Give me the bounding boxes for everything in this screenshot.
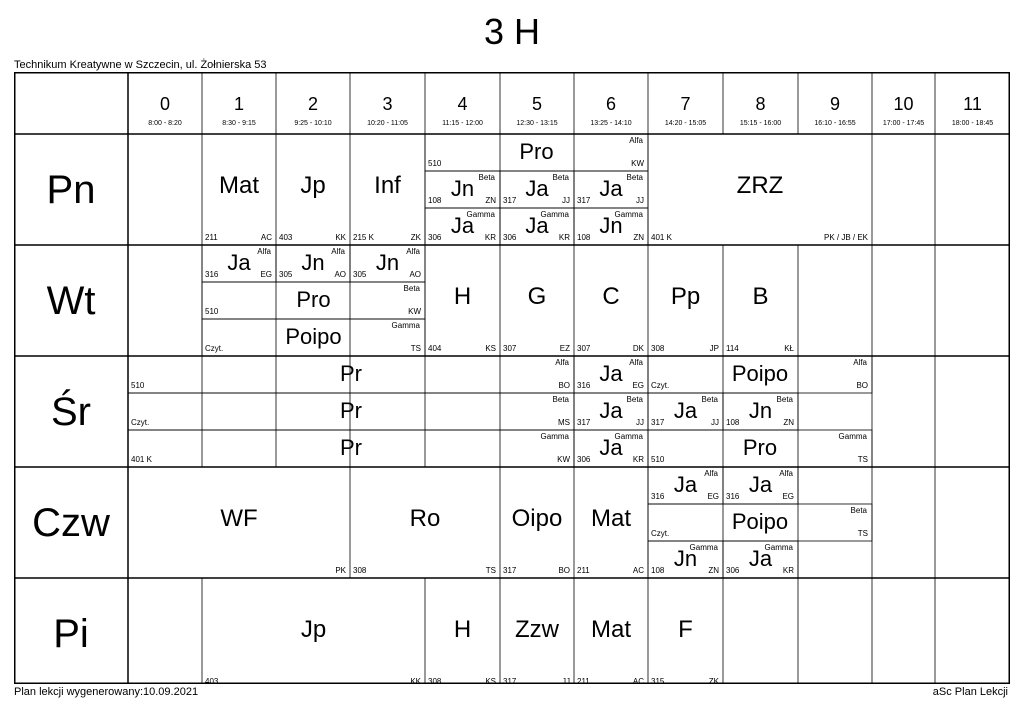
lesson-subject: H <box>453 282 472 310</box>
lesson-ja[interactable] <box>648 393 723 430</box>
lesson-teacher: JJ <box>636 196 644 205</box>
generated-date: Plan lekcji wygenerowany:10.09.2021 <box>14 686 199 698</box>
lesson-group: Gamma <box>764 543 793 552</box>
lesson-jn[interactable] <box>425 171 500 208</box>
lesson-teacher: EG <box>632 381 644 390</box>
lesson-teacher: AO <box>409 270 421 279</box>
lesson-room: 108 <box>651 566 665 575</box>
lesson-room: 307 <box>503 344 517 353</box>
lesson-c[interactable] <box>574 245 648 356</box>
lesson-teacher: JP <box>709 344 719 353</box>
lesson-room: 317 <box>503 677 517 686</box>
lesson-room: 306 <box>428 233 442 242</box>
lesson-subject: Ja <box>673 397 698 423</box>
lesson-room: 215 K <box>353 233 374 242</box>
lesson-subject: Poipo <box>285 323 342 349</box>
lesson-room: 211 <box>577 677 590 686</box>
lesson-subject: Pro <box>296 286 331 312</box>
period-8 <box>723 94 798 128</box>
lesson-group: Beta <box>626 395 643 404</box>
lesson-wf[interactable] <box>128 467 350 578</box>
lesson-teacher: KK <box>410 677 421 686</box>
lesson-pp[interactable] <box>648 245 723 356</box>
lesson-pr[interactable] <box>128 393 574 430</box>
lesson-inf[interactable] <box>350 134 425 245</box>
day-label: Czw <box>32 500 110 545</box>
lesson-subject: Pr <box>340 434 362 460</box>
lesson-teacher: EG <box>260 270 272 279</box>
period-number: 2 <box>307 94 318 114</box>
lesson-group: Gamma <box>540 432 569 441</box>
lesson-teacher: ZN <box>633 233 644 242</box>
lesson-teacher: KR <box>558 233 570 242</box>
period-number: 8 <box>755 94 766 114</box>
lesson-room: 316 <box>205 270 219 279</box>
lesson-teacher: KW <box>557 455 570 464</box>
lesson-room: 114 <box>726 344 739 353</box>
lesson-group: Alfa <box>779 469 793 478</box>
lesson-subject: Ja <box>673 471 698 497</box>
lesson-room: 316 <box>651 492 665 501</box>
lesson-pr[interactable] <box>128 430 574 467</box>
lesson-jn[interactable] <box>648 541 723 578</box>
lesson-subject: Jn <box>673 545 698 571</box>
lesson-poipo[interactable] <box>648 356 872 393</box>
lesson-room: 317 <box>503 196 517 205</box>
lesson-room: 510 <box>131 381 145 390</box>
period-7 <box>648 94 723 128</box>
lesson-group: Beta <box>478 173 495 182</box>
lesson-room: 108 <box>726 418 740 427</box>
lesson-teacher: AC <box>260 233 272 242</box>
period-11 <box>935 94 1010 128</box>
lesson-ja[interactable] <box>574 393 648 430</box>
lesson-subject: Ja <box>748 471 773 497</box>
lesson-group: Alfa <box>704 469 718 478</box>
lesson-room: 108 <box>577 233 591 242</box>
day-label: Śr <box>51 389 91 434</box>
lesson-teacher: PK / JB / EK <box>823 233 868 242</box>
lesson-room: Czyt. <box>205 344 224 353</box>
lesson-subject: Ja <box>227 249 251 275</box>
lesson-teacher: PK <box>335 566 346 575</box>
lesson-room: 108 <box>428 196 442 205</box>
lesson-teacher: KS <box>485 677 496 686</box>
lesson-ja[interactable] <box>500 171 574 208</box>
lesson-subject: Jp <box>300 171 326 199</box>
lesson-teacher: EZ <box>559 344 570 353</box>
lesson-jn[interactable] <box>276 245 350 282</box>
lesson-subject: C <box>602 282 620 310</box>
period-number: 1 <box>233 94 244 114</box>
period-time: 8:30 - 9:15 <box>222 120 256 127</box>
lesson-subject: Ja <box>599 397 623 423</box>
lesson-room: 317 <box>577 418 591 427</box>
period-number: 10 <box>893 94 914 114</box>
lesson-teacher: ZN <box>485 196 496 205</box>
lesson-subject: Mat <box>590 615 631 643</box>
lesson-room: 403 <box>279 233 293 242</box>
lesson-subject: Pro <box>519 138 554 164</box>
day-label: Pn <box>46 167 96 212</box>
lesson-teacher: TS <box>857 529 868 538</box>
lesson-group: Gamma <box>391 321 420 330</box>
lesson-room: 401 K <box>131 455 152 464</box>
lesson-teacher: KR <box>782 566 794 575</box>
lesson-teacher: AC <box>632 566 644 575</box>
lesson-h[interactable] <box>425 245 500 356</box>
lesson-group: Beta <box>776 395 793 404</box>
lesson-subject: H <box>453 615 472 643</box>
period-6 <box>574 94 648 128</box>
lesson-teacher: JJ <box>562 196 570 205</box>
lesson-group: Gamma <box>838 432 867 441</box>
lesson-group: Alfa <box>629 358 643 367</box>
lesson-group: Beta <box>552 395 569 404</box>
lesson-group: Alfa <box>853 358 867 367</box>
period-1 <box>202 94 276 128</box>
lesson-room: Czyt. <box>131 418 150 427</box>
period-9 <box>798 94 872 128</box>
lesson-zrz[interactable] <box>648 134 872 245</box>
period-5 <box>500 94 574 128</box>
lesson-subject: Mat <box>218 171 259 199</box>
lesson-teacher: KR <box>484 233 496 242</box>
lesson-room: Czyt. <box>651 529 670 538</box>
lesson-subject: Ja <box>599 175 623 201</box>
lesson-room: 317 <box>651 418 665 427</box>
period-time: 17:00 - 17:45 <box>882 120 925 127</box>
lesson-teacher: KR <box>632 455 644 464</box>
lesson-teacher: KK <box>335 233 346 242</box>
lesson-room: 305 <box>353 270 367 279</box>
lesson-subject: ZRZ <box>736 171 784 199</box>
lesson-subject: Ja <box>525 175 549 201</box>
lesson-subject: Pp <box>670 282 701 310</box>
period-0 <box>128 94 202 128</box>
lesson-group: Alfa <box>406 247 420 256</box>
lesson-subject: Jp <box>300 615 327 643</box>
lesson-room: 510 <box>428 159 442 168</box>
period-3 <box>350 94 425 128</box>
lesson-jp[interactable] <box>202 578 425 689</box>
lesson-teacher: TS <box>857 455 868 464</box>
lesson-room: 403 <box>205 677 219 686</box>
lesson-subject: Ja <box>525 212 549 238</box>
lesson-teacher: ZK <box>708 677 719 686</box>
lesson-ja[interactable] <box>574 356 648 393</box>
lesson-teacher: BO <box>558 566 570 575</box>
timetable-title: 3 H <box>483 11 541 52</box>
lesson-subject: F <box>678 615 693 643</box>
lesson-subject: Inf <box>374 171 401 199</box>
timetable-grid <box>14 72 1010 684</box>
lesson-subject: Ja <box>599 360 623 386</box>
lesson-jn[interactable] <box>723 393 798 430</box>
lesson-ro[interactable] <box>350 467 500 578</box>
lesson-room: 316 <box>577 381 591 390</box>
lesson-teacher: ZN <box>783 418 794 427</box>
period-number: 5 <box>531 94 542 114</box>
period-time: 10:20 - 11:05 <box>367 120 408 127</box>
lesson-room: 401 K <box>651 233 672 242</box>
lesson-room: 308 <box>428 677 442 686</box>
lesson-subject: Jn <box>748 397 773 423</box>
lesson-room: 305 <box>279 270 293 279</box>
lesson-ja[interactable] <box>648 467 723 504</box>
lesson-teacher: ZK <box>410 233 421 242</box>
lesson-f[interactable] <box>648 578 723 689</box>
lesson-pro[interactable] <box>425 134 648 171</box>
lesson-jp[interactable] <box>276 134 350 245</box>
lesson-group: Beta <box>403 284 420 293</box>
period-number: 7 <box>680 94 691 114</box>
lesson-subject: B <box>752 282 769 310</box>
lesson-room: 308 <box>651 344 665 353</box>
day-label: Wt <box>46 278 96 323</box>
lesson-teacher: JJ <box>636 418 644 427</box>
period-time: 13:25 - 14:10 <box>590 120 632 127</box>
period-time: 11:15 - 12:00 <box>442 120 483 127</box>
school-name: Technikum Kreatywne w Szczecin, ul. Żołnierska 53 <box>14 59 267 71</box>
generator-name: aSc Plan Lekcji <box>932 686 1008 698</box>
period-time: 16:10 - 16:55 <box>814 120 856 127</box>
lesson-room: 306 <box>577 455 591 464</box>
lesson-teacher: DK <box>632 344 644 353</box>
lesson-jn[interactable] <box>574 208 648 245</box>
lesson-teacher: KŁ <box>784 344 794 353</box>
lesson-poipo[interactable] <box>648 504 872 541</box>
lesson-room: 306 <box>726 566 740 575</box>
lesson-teacher: MS <box>558 418 570 427</box>
lesson-teacher: EG <box>707 492 719 501</box>
lesson-subject: Ja <box>748 545 773 571</box>
period-time: 12:30 - 13:15 <box>516 120 558 127</box>
lesson-g[interactable] <box>500 245 574 356</box>
lesson-teacher: AO <box>334 270 346 279</box>
lesson-teacher: AC <box>632 677 644 686</box>
lesson-pro[interactable] <box>648 430 872 467</box>
lesson-ja[interactable] <box>723 467 798 504</box>
lesson-oipo[interactable] <box>500 467 574 578</box>
lesson-ja[interactable] <box>500 208 574 245</box>
lesson-group: Alfa <box>331 247 345 256</box>
period-2 <box>276 94 350 128</box>
lesson-poipo[interactable] <box>202 319 425 356</box>
lesson-subject: Pr <box>340 360 362 386</box>
lesson-subject: Jn <box>599 212 623 238</box>
lesson-room: 315 <box>651 677 665 686</box>
lesson-subject: Ro <box>409 504 441 532</box>
lesson-ja[interactable] <box>202 245 276 282</box>
lesson-group: Gamma <box>614 210 643 219</box>
period-4 <box>425 94 500 128</box>
lesson-group: Beta <box>626 173 643 182</box>
lesson-teacher: BO <box>856 381 868 390</box>
lesson-teacher: JJ <box>711 418 719 427</box>
lesson-group: Beta <box>701 395 718 404</box>
lesson-room: 317 <box>577 196 591 205</box>
lesson-pr[interactable] <box>128 356 574 393</box>
lesson-subject: Ja <box>450 212 475 238</box>
lesson-group: Alfa <box>629 136 643 145</box>
lesson-subject: G <box>527 282 547 310</box>
period-time: 8:00 - 8:20 <box>148 120 182 127</box>
lesson-subject: Pr <box>340 397 362 423</box>
lesson-teacher: TS <box>410 344 421 353</box>
lesson-subject: Jn <box>301 249 325 275</box>
period-number: 6 <box>605 94 616 114</box>
lesson-subject: WF <box>220 504 258 532</box>
lesson-zzw[interactable] <box>500 578 574 689</box>
lesson-h[interactable] <box>425 578 500 689</box>
period-number: 4 <box>457 94 468 114</box>
lesson-teacher: KW <box>631 159 644 168</box>
lesson-room: 316 <box>726 492 740 501</box>
lesson-group: Gamma <box>540 210 569 219</box>
lesson-mat[interactable] <box>202 134 276 245</box>
lesson-room: 306 <box>503 233 517 242</box>
lesson-room: 510 <box>205 307 219 316</box>
lesson-teacher: BO <box>558 381 570 390</box>
lesson-group: Alfa <box>257 247 271 256</box>
lesson-subject: Pro <box>742 434 778 460</box>
lesson-ja[interactable] <box>723 541 798 578</box>
lesson-room: 510 <box>651 455 665 464</box>
lesson-ja[interactable] <box>425 208 500 245</box>
lesson-subject: Mat <box>590 504 631 532</box>
lesson-room: 308 <box>353 566 367 575</box>
period-time: 9:25 - 10:10 <box>294 120 332 127</box>
period-time: 14:20 - 15:05 <box>664 120 707 127</box>
lesson-subject: Oipo <box>511 504 563 532</box>
lesson-ja[interactable] <box>574 430 648 467</box>
lesson-mat[interactable] <box>574 467 648 578</box>
lesson-teacher: KW <box>408 307 421 316</box>
day-label: Pi <box>53 611 89 656</box>
lesson-teacher: ZN <box>708 566 719 575</box>
lesson-group: Beta <box>552 173 569 182</box>
period-number: 3 <box>382 94 393 114</box>
lesson-room: 211 <box>205 233 218 242</box>
lesson-room: 307 <box>577 344 591 353</box>
lesson-group: Gamma <box>689 543 718 552</box>
lesson-teacher: KS <box>485 344 496 353</box>
period-time: 15:15 - 16:00 <box>739 120 782 127</box>
lesson-subject: Poipo <box>731 360 789 386</box>
period-time: 18:00 - 18:45 <box>951 120 994 127</box>
lesson-subject: Jn <box>450 175 475 201</box>
lesson-subject: Poipo <box>731 508 789 534</box>
lesson-teacher: TS <box>485 566 496 575</box>
lesson-subject: Ja <box>599 434 623 460</box>
lesson-teacher: EG <box>782 492 794 501</box>
lesson-group: Gamma <box>614 432 643 441</box>
lesson-group: Alfa <box>555 358 569 367</box>
lesson-group: Gamma <box>466 210 495 219</box>
lesson-b[interactable] <box>723 245 798 356</box>
lesson-group: Beta <box>850 506 867 515</box>
lesson-mat[interactable] <box>574 578 648 689</box>
lesson-teacher: JJ <box>562 677 570 686</box>
period-number: 9 <box>829 94 840 114</box>
lesson-pro[interactable] <box>202 282 425 319</box>
period-number: 11 <box>963 94 982 114</box>
lesson-ja[interactable] <box>574 171 648 208</box>
lesson-room: 211 <box>577 566 590 575</box>
lesson-room: 317 <box>503 566 517 575</box>
lesson-jn[interactable] <box>350 245 425 282</box>
lesson-subject: Jn <box>375 249 400 275</box>
period-number: 0 <box>159 94 170 114</box>
lesson-room: 404 <box>428 344 442 353</box>
lesson-subject: Zzw <box>515 615 559 643</box>
lesson-room: Czyt. <box>651 381 670 390</box>
period-10 <box>872 94 935 128</box>
